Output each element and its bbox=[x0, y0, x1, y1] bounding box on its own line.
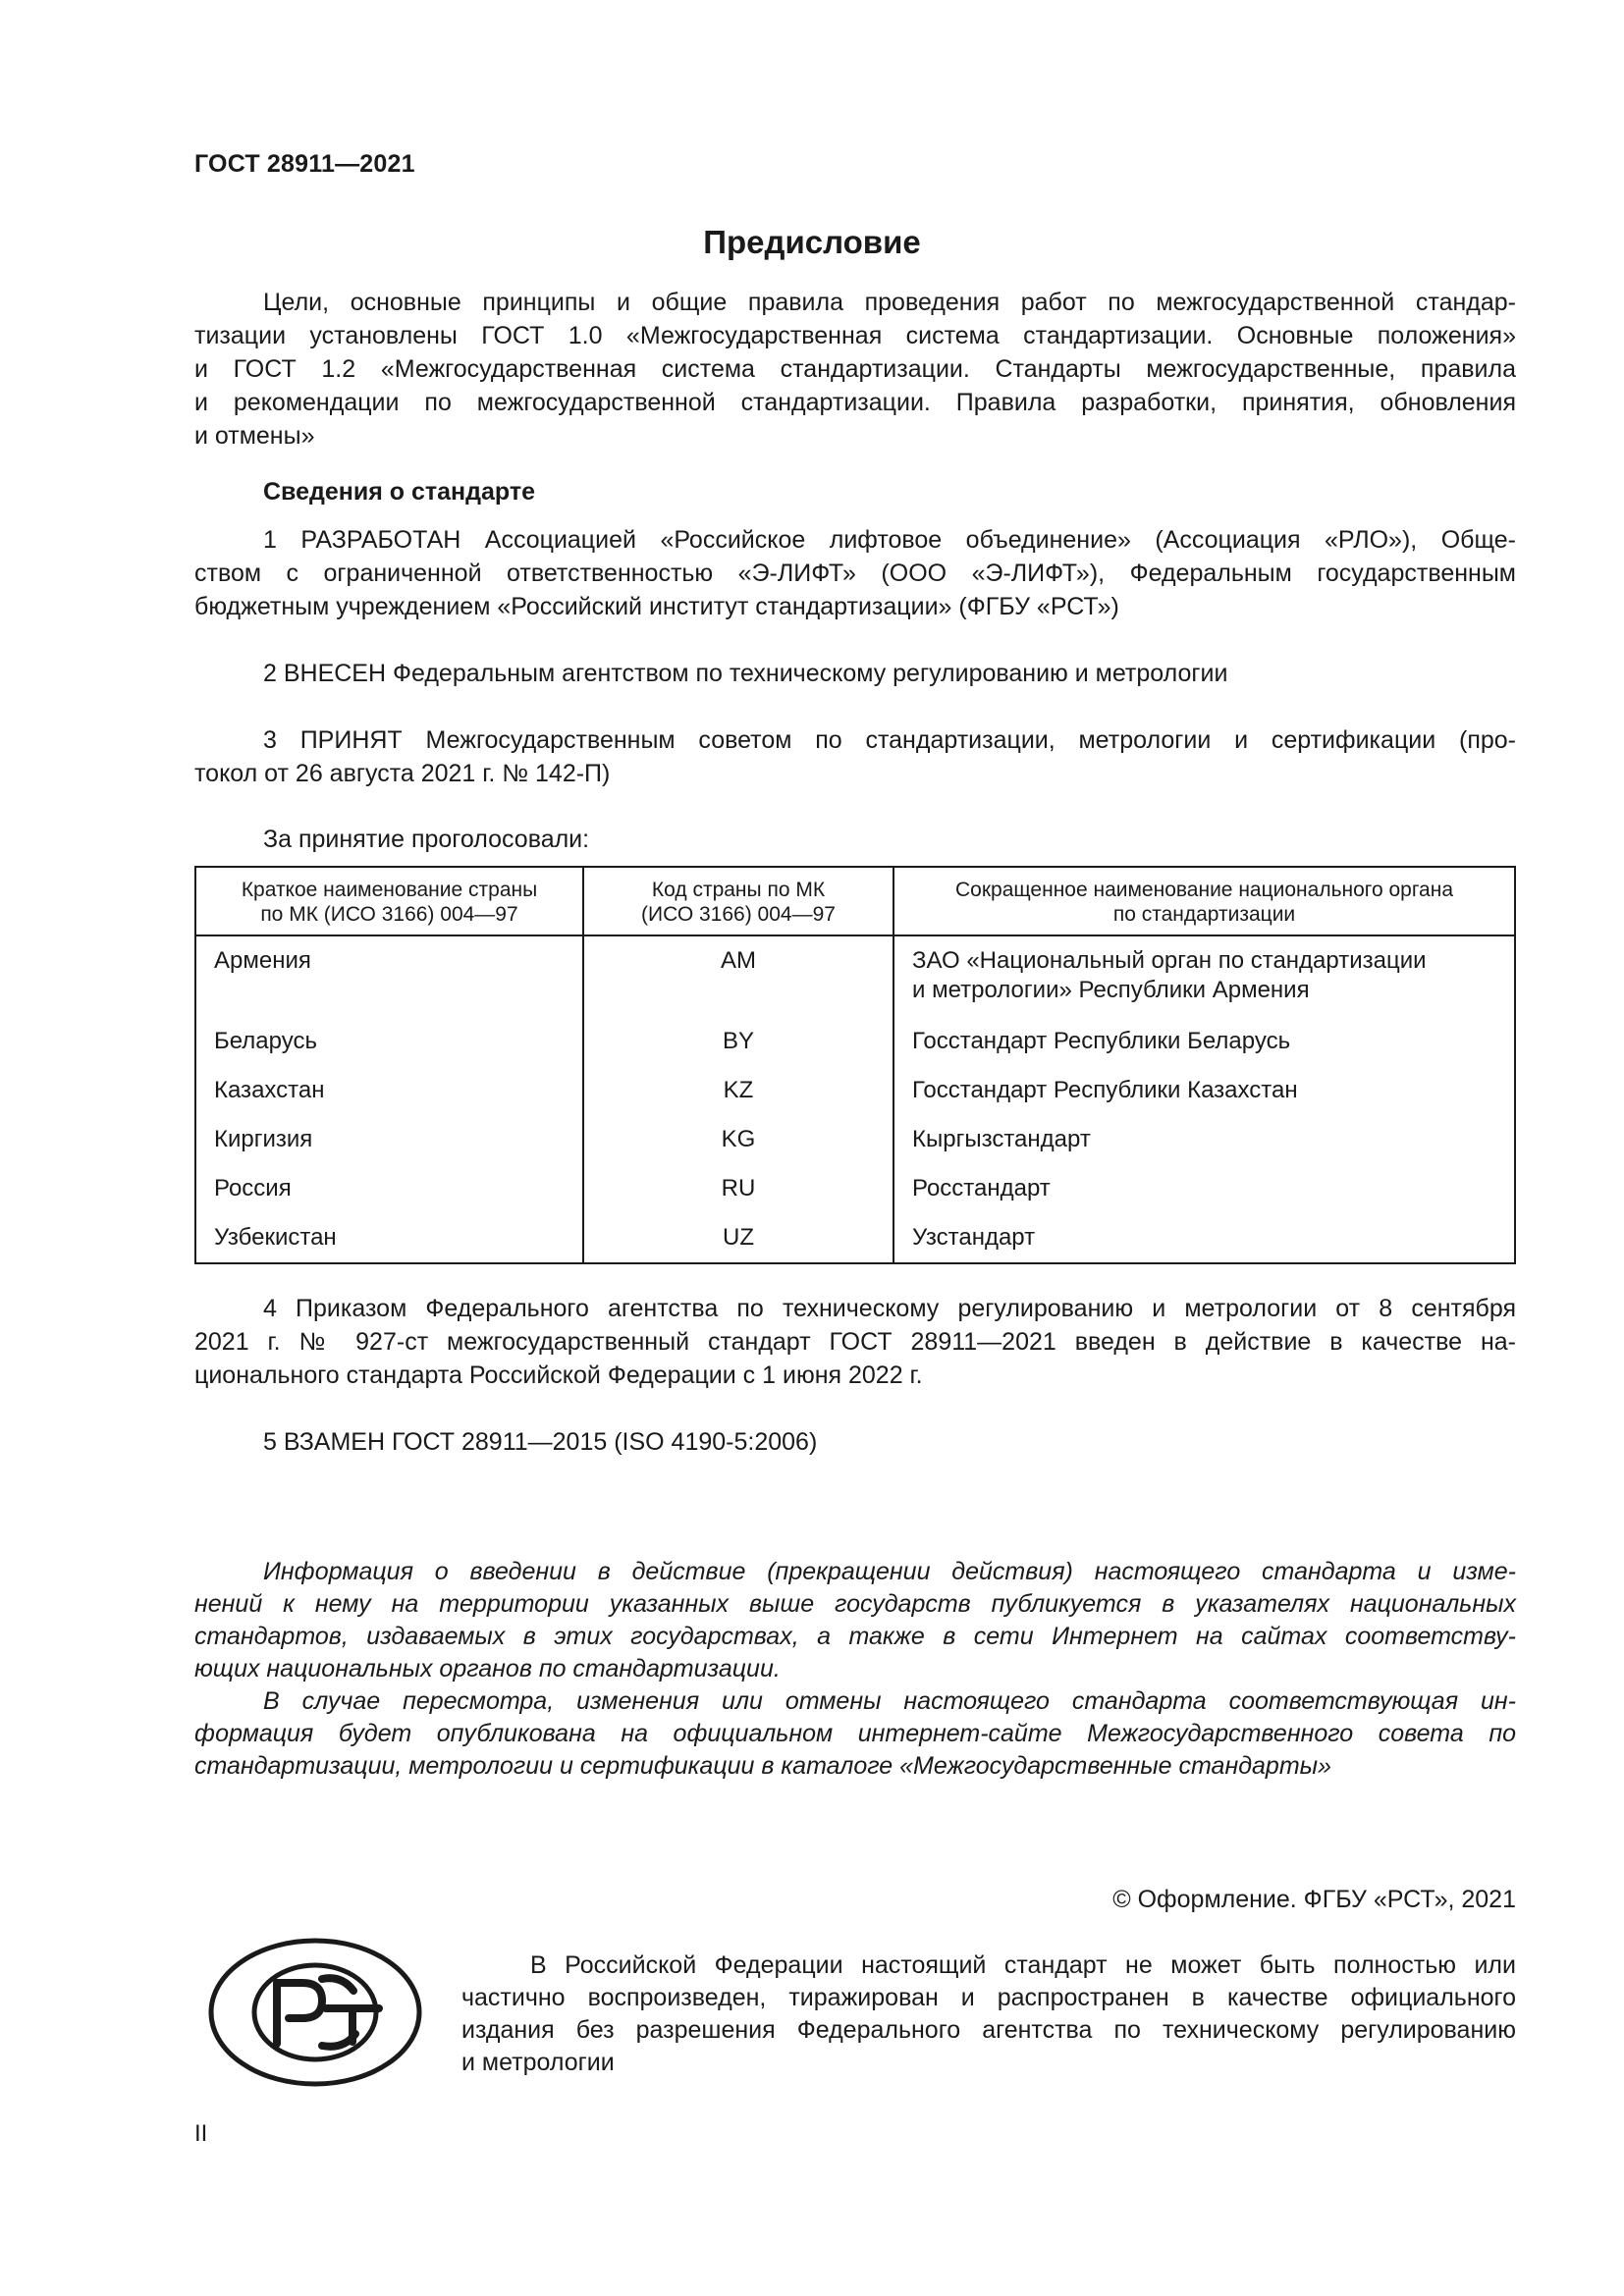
notice2-line: формация будет опубликована на официальном интернет-сайте Межгосударственного совета по bbox=[194, 1720, 1516, 1747]
cell-code: RU bbox=[583, 1164, 893, 1213]
cell-code: KZ bbox=[583, 1066, 893, 1115]
header-national-body: Сокращенное наименование национального органа по стандартизации bbox=[893, 867, 1515, 935]
item-developed bbox=[194, 523, 1516, 623]
cell-body: ЗАО «Национальный орган по стандартизации и метрологии» Республики Армения bbox=[893, 935, 1515, 1017]
document-code: ГОСТ 28911—2021 bbox=[194, 150, 415, 178]
cell-code: UZ bbox=[583, 1213, 893, 1263]
notice1-line: Информация о введении в действие (прекращении действия) настоящего стандарта и изме- bbox=[263, 1558, 1516, 1585]
notice-info bbox=[194, 1556, 1516, 1783]
rst-logo-icon bbox=[206, 1936, 424, 2089]
cell-body: Госстандарт Республики Казахстан bbox=[893, 1066, 1515, 1115]
intro-line: и отмены» bbox=[194, 422, 315, 450]
notice1-line: ющих национальных органов по стандартизации. bbox=[194, 1655, 781, 1682]
vote-label-block bbox=[194, 823, 1516, 856]
foreword-title: Предисловие bbox=[703, 224, 921, 260]
cell-code: KG bbox=[583, 1115, 893, 1164]
table-row bbox=[195, 1066, 1515, 1115]
item5-line: 5 ВЗАМЕН ГОСТ 28911—2015 (ISO 4190-5:2006) bbox=[263, 1428, 818, 1456]
cell-country: Киргизия bbox=[195, 1115, 583, 1164]
notice2-line: стандартизации, метрологии и сертификации в каталоге «Межгосударственные стандарты» bbox=[194, 1752, 1331, 1780]
intro-line: и ГОСТ 1.2 «Межгосударственная система стандартизации. Стандарты межгосударственные, правила bbox=[194, 355, 1516, 383]
table-row bbox=[195, 1213, 1515, 1263]
item4-line: ционального стандарта Российской Федерации с 1 июня 2022 г. bbox=[194, 1362, 923, 1389]
item2-line: 2 ВНЕСЕН Федеральным агентством по техническому регулированию и метрологии bbox=[263, 660, 1228, 687]
table-row bbox=[195, 1115, 1515, 1164]
legal-line: В Российской Федерации настоящий стандарт не может быть полностью или bbox=[530, 1951, 1516, 1979]
cell-code: AM bbox=[583, 935, 893, 1017]
cell-country: Беларусь bbox=[195, 1017, 583, 1066]
notice2-line: В случае пересмотра, изменения или отмены настоящего стандарта соответствующая ин- bbox=[263, 1687, 1516, 1715]
page-number: II bbox=[194, 2120, 208, 2147]
cell-country: Россия bbox=[195, 1164, 583, 1213]
table-row bbox=[195, 1017, 1515, 1066]
item-introduced bbox=[194, 657, 1516, 690]
cell-code: BY bbox=[583, 1017, 893, 1066]
item3-line: 3 ПРИНЯТ Межгосударственным советом по стандартизации, метрологии и сертификации (про- bbox=[263, 726, 1516, 754]
legal-line: и метрологии bbox=[461, 2049, 615, 2076]
cell-body: Узстандарт bbox=[893, 1213, 1515, 1263]
voting-table bbox=[194, 866, 1516, 1264]
item4-line: 2021 г. № 927-ст межгосударственный стандарт ГОСТ 28911—2021 введен в действие в качестве на- bbox=[194, 1328, 1516, 1356]
table-header-row bbox=[195, 867, 1515, 935]
item3-line: токол от 26 августа 2021 г. № 142-П) bbox=[194, 760, 611, 787]
notice1-line: нений к нему на территории указанных выше государств публикуется в указателях национальных bbox=[194, 1590, 1516, 1618]
intro-line: тизации установлены ГОСТ 1.0 «Межгосударственная система стандартизации. Основные положения» bbox=[194, 322, 1516, 349]
cell-body: Кыргызстандарт bbox=[893, 1115, 1515, 1164]
item-replaces bbox=[194, 1425, 1516, 1459]
header-country-code: Код страны по МК (ИСО 3166) 004—97 bbox=[583, 867, 893, 935]
item-enacted bbox=[194, 1292, 1516, 1392]
cell-country: Казахстан bbox=[195, 1066, 583, 1115]
item4-line: 4 Приказом Федерального агентства по техническому регулированию и метрологии от 8 сентября bbox=[263, 1295, 1516, 1322]
cell-body: Росстандарт bbox=[893, 1164, 1515, 1213]
info-heading: Сведения о стандарте bbox=[263, 478, 536, 506]
intro-line: и рекомендации по межгосударственной стандартизации. Правила разработки, принятия, обновления bbox=[194, 389, 1516, 416]
item1-line: ством с ограниченной ответственностью «Э-ЛИФТ» (ООО «Э-ЛИФТ»), Федеральным государственным bbox=[194, 560, 1516, 587]
legal-line: частично воспроизведен, тиражирован и распространен в качестве официального bbox=[461, 1984, 1516, 2011]
table-row bbox=[195, 1164, 1515, 1213]
cell-country: Узбекистан bbox=[195, 1213, 583, 1263]
foreword-intro bbox=[194, 286, 1516, 453]
copyright-notice: © Оформление. ФГБУ «РСТ», 2021 bbox=[1112, 1886, 1516, 1913]
header-country-name: Краткое наименование страны по МК (ИСО 3166) 004—97 bbox=[195, 867, 583, 935]
item1-line: 1 РАЗРАБОТАН Ассоциацией «Российское лифтовое объединение» (Ассоциация «РЛО»), Обще- bbox=[263, 526, 1516, 554]
legal-line: издания без разрешения Федерального агентства по техническому регулированию bbox=[461, 2016, 1516, 2044]
vote-label: За принятие проголосовали: bbox=[263, 826, 590, 853]
table-row bbox=[195, 935, 1515, 1017]
legal-notice bbox=[461, 1949, 1516, 2079]
notice1-line: стандартов, издаваемых в этих государствах, а также в сети Интернет на сайтах соответству- bbox=[194, 1623, 1516, 1650]
item-adopted bbox=[194, 723, 1516, 790]
cell-country: Армения bbox=[195, 935, 583, 1017]
item1-line: бюджетным учреждением «Российский институт стандартизации» (ФГБУ «РСТ») bbox=[194, 593, 1119, 620]
intro-line: Цели, основные принципы и общие правила проведения работ по межгосударственной стандар- bbox=[263, 289, 1516, 316]
cell-body: Госстандарт Республики Беларусь bbox=[893, 1017, 1515, 1066]
